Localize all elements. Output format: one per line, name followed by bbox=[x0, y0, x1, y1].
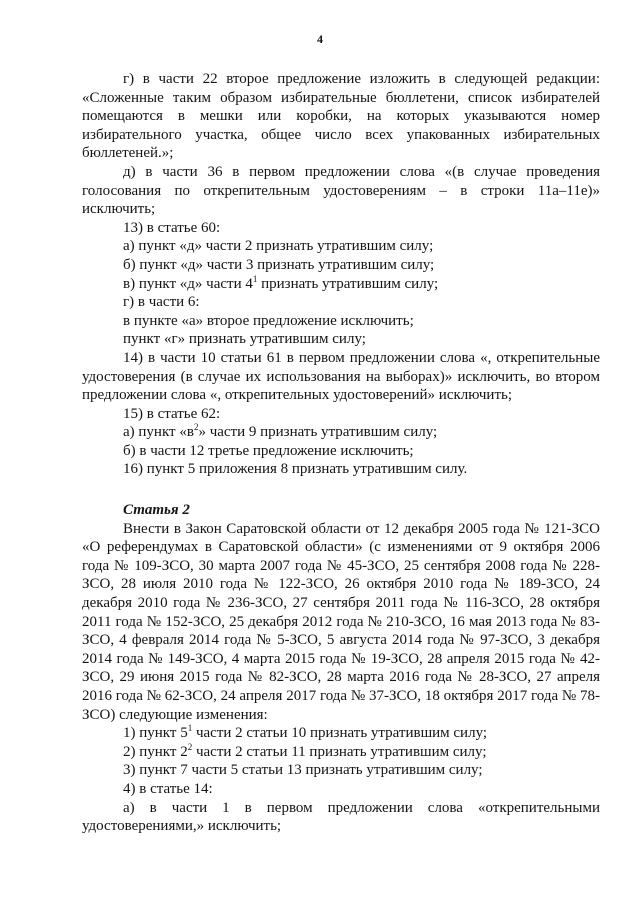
superscript: 1 bbox=[252, 273, 258, 284]
document-body bbox=[82, 70, 600, 836]
superscript: 2 bbox=[187, 741, 193, 752]
list-item: г) в части 6: bbox=[123, 294, 200, 311]
list-item: пункт «г» признать утратившим силу; bbox=[123, 331, 366, 348]
paragraph: г) в части 22 второе предложение изложить в следующей редакции: «Сложенные таким образом избирательные бюллетени, список избирателей помещаются в мешки или коробки, на которых указываются номер избирательного участка, общее число всех упакованных избирательных бюллетеней.»; bbox=[82, 71, 600, 162]
text-fragment: 1) пункт 5 bbox=[123, 725, 188, 742]
text-fragment: признать утратившим силу; bbox=[257, 275, 439, 292]
list-item: а) в части 1 в первом предложении слова «открепительными удостоверениями,» исключить; bbox=[82, 799, 600, 835]
list-item bbox=[82, 423, 600, 442]
text-fragment: в) пункт «д» части 4 bbox=[123, 275, 253, 292]
text-fragment: 2) пункт 2 bbox=[123, 743, 188, 760]
text-fragment: части 2 статьи 11 признать утратившим силу; bbox=[192, 743, 487, 760]
article-title: Статья 2 bbox=[123, 502, 190, 519]
list-item: б) в части 12 третье предложение исключить; bbox=[123, 442, 414, 459]
list-item: 15) в статье 62: bbox=[123, 405, 221, 422]
text-fragment: а) пункт «в bbox=[123, 424, 194, 441]
page-number: 4 bbox=[317, 32, 323, 46]
list-item bbox=[82, 724, 600, 743]
superscript: 2 bbox=[193, 422, 199, 433]
superscript: 1 bbox=[187, 723, 193, 734]
list-item: 13) в статье 60: bbox=[123, 219, 221, 236]
list-item: 14) в части 10 статьи 61 в первом предложении слова «, открепительные удостоверения (в случае их использования на выборах)» исключить, во втором предложении слова «, открепительных удостоверений» исключить; bbox=[82, 349, 600, 404]
paragraph: Внести в Закон Саратовской области от 12 декабря 2005 года № 121-ЗСО «О референдумах в Саратовской области» (с изменениями от 9 октября 2006 года № 109-ЗСО, 30 марта 2007 года № 45-ЗСО, 25 сентября 2008 года № 228-ЗСО, 28 июля 2010 года № 122-ЗСО, 26 октября 2010 года № 189-ЗСО, 24 декабря 2010 года № 236-ЗСО, 27 сентября 2011 года № 116-ЗСО, 28 октября 2011 года № 152-ЗСО, 25 декабря 2012 года № 210-ЗСО, 16 мая 2013 года № 83-ЗСО, 4 февраля 2014 года № 5-ЗСО, 5 августа 2014 года № 97-ЗСО, 3 декабря 2014 года № 149-ЗСО, 4 марта 2015 года № 19-ЗСО, 28 апреля 2015 года № 42-ЗСО, 29 июня 2015 года № 82-ЗСО, 28 марта 2016 года № 28-ЗСО, 27 апреля 2016 года № 62-ЗСО, 24 апреля 2017 года № 37-ЗСО, 18 октября 2017 года № 78-ЗСО) следующие изменения: bbox=[82, 520, 600, 723]
list-item: 4) в статье 14: bbox=[123, 780, 213, 797]
list-item: в пункте «а» второе предложение исключить; bbox=[123, 312, 414, 329]
list-item bbox=[82, 743, 600, 762]
list-item: 3) пункт 7 части 5 статьи 13 признать утратившим силу; bbox=[123, 762, 483, 779]
text-fragment: части 2 статьи 10 признать утратившим силу; bbox=[192, 725, 488, 742]
list-item bbox=[82, 275, 600, 294]
paragraph: д) в части 36 в первом предложении слова «(в случае проведения голосования по открепительным удостоверениям – в строки 11а–11е)» исключить; bbox=[82, 163, 600, 218]
list-item: б) пункт «д» части 3 признать утратившим силу; bbox=[123, 256, 435, 273]
text-fragment: » части 9 признать утратившим силу; bbox=[198, 424, 438, 441]
list-item: 16) пункт 5 приложения 8 признать утратившим силу. bbox=[123, 461, 468, 478]
list-item: а) пункт «д» части 2 признать утратившим силу; bbox=[123, 238, 434, 255]
